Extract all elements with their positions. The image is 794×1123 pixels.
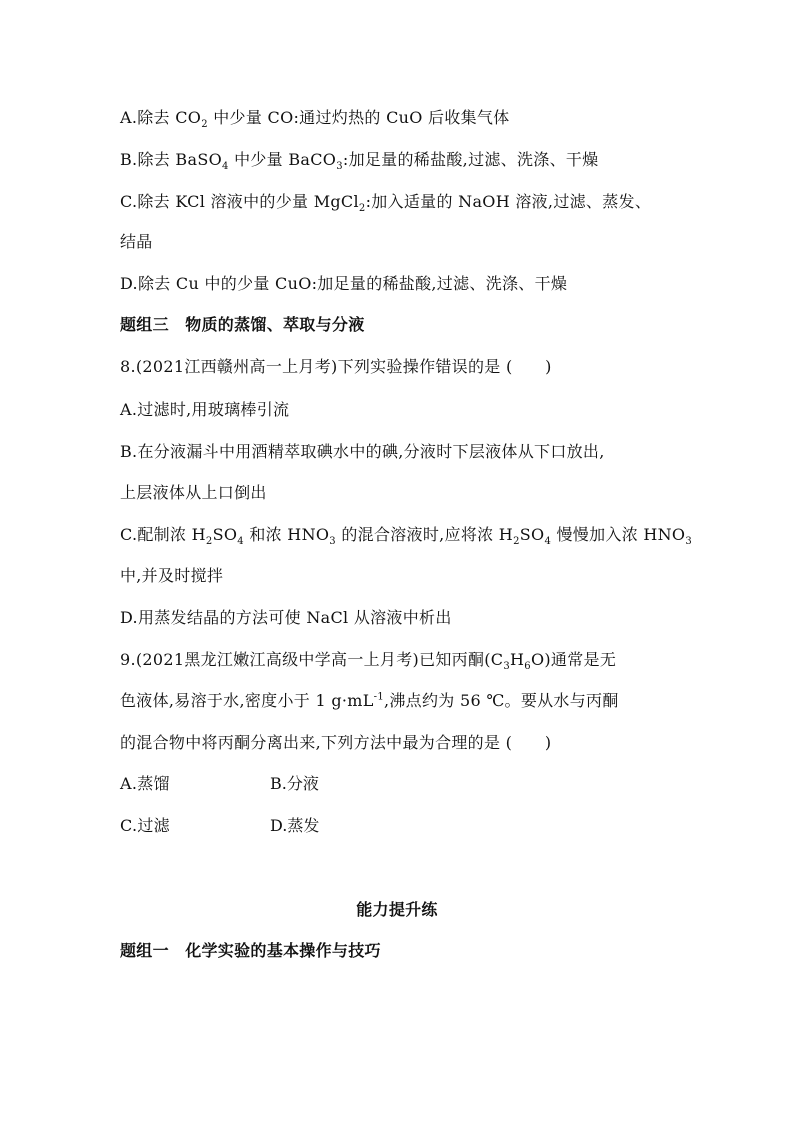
q9-stem-line3: 的混合物中将丙酮分离出来,下列方法中最为合理的是 ( ): [120, 733, 552, 752]
q8-option-b-line2: 上层液体从上口倒出: [120, 483, 267, 502]
q9-option-c: C.过滤: [120, 816, 170, 835]
q9-stem-line1: 9.(2021黑龙江嫩江高级中学高一上月考)已知丙酮$(C_3H_6O)$通常是无: [120, 650, 617, 673]
q7-option-b: B.除去 BaSO$_4$ 中少量 BaCO$_3$:加足量的稀盐酸,过滤、洗涤、干燥: [120, 150, 599, 173]
q8-stem: 8.(2021江西赣州高一上月考)下列实验操作错误的是 ( ): [120, 357, 552, 376]
q9-option-a: A.蒸馏: [120, 774, 170, 793]
q8-option-d: D.用蒸发结晶的方法可使 NaCl 从溶液中析出: [120, 608, 452, 627]
section-title-group-3: 题组三 物质的蒸馏、萃取与分液: [120, 315, 365, 334]
q7-option-c: C.除去 KCl 溶液中的少量 MgCl$_2$:加入适量的 NaOH 溶液,过滤、蒸发、: [120, 192, 652, 215]
q8-option-b: B.在分液漏斗中用酒精萃取碘水中的碘,分液时下层液体从下口放出,: [120, 442, 605, 461]
q7-option-d: D.除去 Cu 中的少量 CuO:加足量的稀盐酸,过滤、洗涤、干燥: [120, 274, 568, 293]
q8-option-c: C.配制浓 $H_2SO_4$ 和浓 $HNO_3$ 的混合溶液时,应将浓 $H_2SO_4$ 慢慢加入浓 $HNO_3$: [120, 525, 693, 548]
q9-stem-line2: 色液体,易溶于水,密度小于 1 $g\cdot mL^{-1}$,沸点约为 56 ℃。要从水与丙酮: [120, 691, 619, 710]
q7-option-c-line2: 结晶: [120, 232, 153, 251]
q9-option-b: B.分液: [270, 774, 319, 793]
q9-option-d: D.蒸发: [270, 816, 320, 835]
section-title-group-1: 题组一 化学实验的基本操作与技巧: [120, 941, 381, 960]
section-heading: 能力提升练: [356, 900, 438, 919]
q7-option-a: A.除去 $CO_2$ 中少量 CO:通过灼热的 CuO 后收集气体: [120, 108, 510, 131]
q8-option-c-line2: 中,并及时搅拌: [120, 566, 224, 585]
q8-option-a: A.过滤时,用玻璃棒引流: [120, 400, 290, 419]
